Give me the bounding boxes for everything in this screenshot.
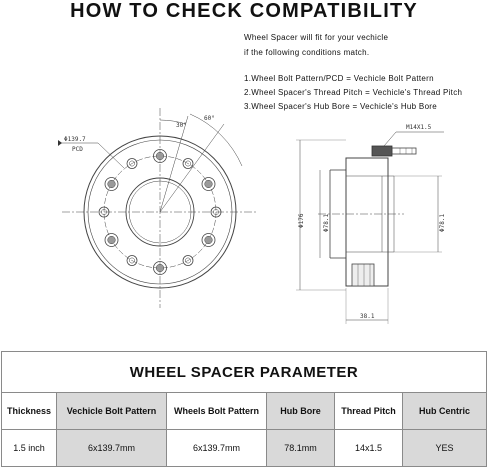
stud-hole-inner xyxy=(205,180,213,188)
bore-left-label: Φ78.1 xyxy=(323,213,330,232)
pcd-value-label: Φ139.7 xyxy=(64,136,86,143)
pcd-label: PCD xyxy=(72,146,83,153)
header-wheels-bolt-pattern: Wheels Bolt Pattern xyxy=(167,393,267,430)
condition-1: 1.Wheel Bolt Pattern/PCD = Vechicle Bolt Pattern xyxy=(244,74,434,83)
side-view xyxy=(296,132,444,324)
thread-leader-d xyxy=(384,132,396,146)
header-hub-bore: Hub Bore xyxy=(267,393,335,430)
header-thickness: Thickness xyxy=(2,393,57,430)
header-vehicle-bolt-pattern: Vechicle Bolt Pattern xyxy=(57,393,167,430)
stud-bolt-shank xyxy=(392,148,416,154)
value-wheels-bolt-pattern: 6x139.7mm xyxy=(167,430,267,467)
thickness-label: 38.1 xyxy=(360,313,375,320)
intro-line-1: Wheel Spacer will fit for your vechicle xyxy=(244,33,389,42)
stud-hole-inner xyxy=(156,264,164,272)
angle-arc-outer xyxy=(190,114,242,166)
value-hub-centric: YES xyxy=(403,430,487,467)
table-title: WHEEL SPACER PARAMETER xyxy=(2,352,487,393)
angle-outer-label: 60° xyxy=(204,115,215,122)
angle-ray-1 xyxy=(160,116,188,212)
stud-hole-inner xyxy=(108,180,116,188)
outer-dia-label: Φ176 xyxy=(298,213,305,228)
stud-hole-inner xyxy=(205,236,213,244)
condition-3: 3.Wheel Spacer's Hub Bore = Vechicle's Hub Bore xyxy=(244,102,438,111)
value-thickness: 1.5 inch xyxy=(2,430,57,467)
value-thread-pitch: 14x1.5 xyxy=(335,430,403,467)
header-thread-pitch: Thread Pitch xyxy=(335,393,403,430)
parameter-table xyxy=(1,351,487,467)
header-hub-centric: Hub Centric xyxy=(403,393,487,430)
value-hub-bore: 78.1mm xyxy=(267,430,335,467)
stud-hole-inner xyxy=(156,152,164,160)
condition-2: 2.Wheel Spacer's Thread Pitch = Vechicle's Thread Pitch xyxy=(244,88,463,97)
page-title: HOW TO CHECK COMPATIBILITY xyxy=(70,0,418,22)
front-view xyxy=(58,108,258,308)
bore-right-label: Φ78.1 xyxy=(439,213,446,232)
stud-bolt-head xyxy=(372,146,392,156)
pcd-arrow-icon xyxy=(58,140,62,146)
angle-inner-label: 30° xyxy=(176,122,187,129)
value-vehicle-bolt-pattern: 6x139.7mm xyxy=(57,430,167,467)
stud-hole-inner xyxy=(108,236,116,244)
intro-line-2: if the following conditions match. xyxy=(244,48,370,57)
threaded-hole-bottom xyxy=(352,264,374,286)
thread-label: M14X1.5 xyxy=(406,124,432,131)
